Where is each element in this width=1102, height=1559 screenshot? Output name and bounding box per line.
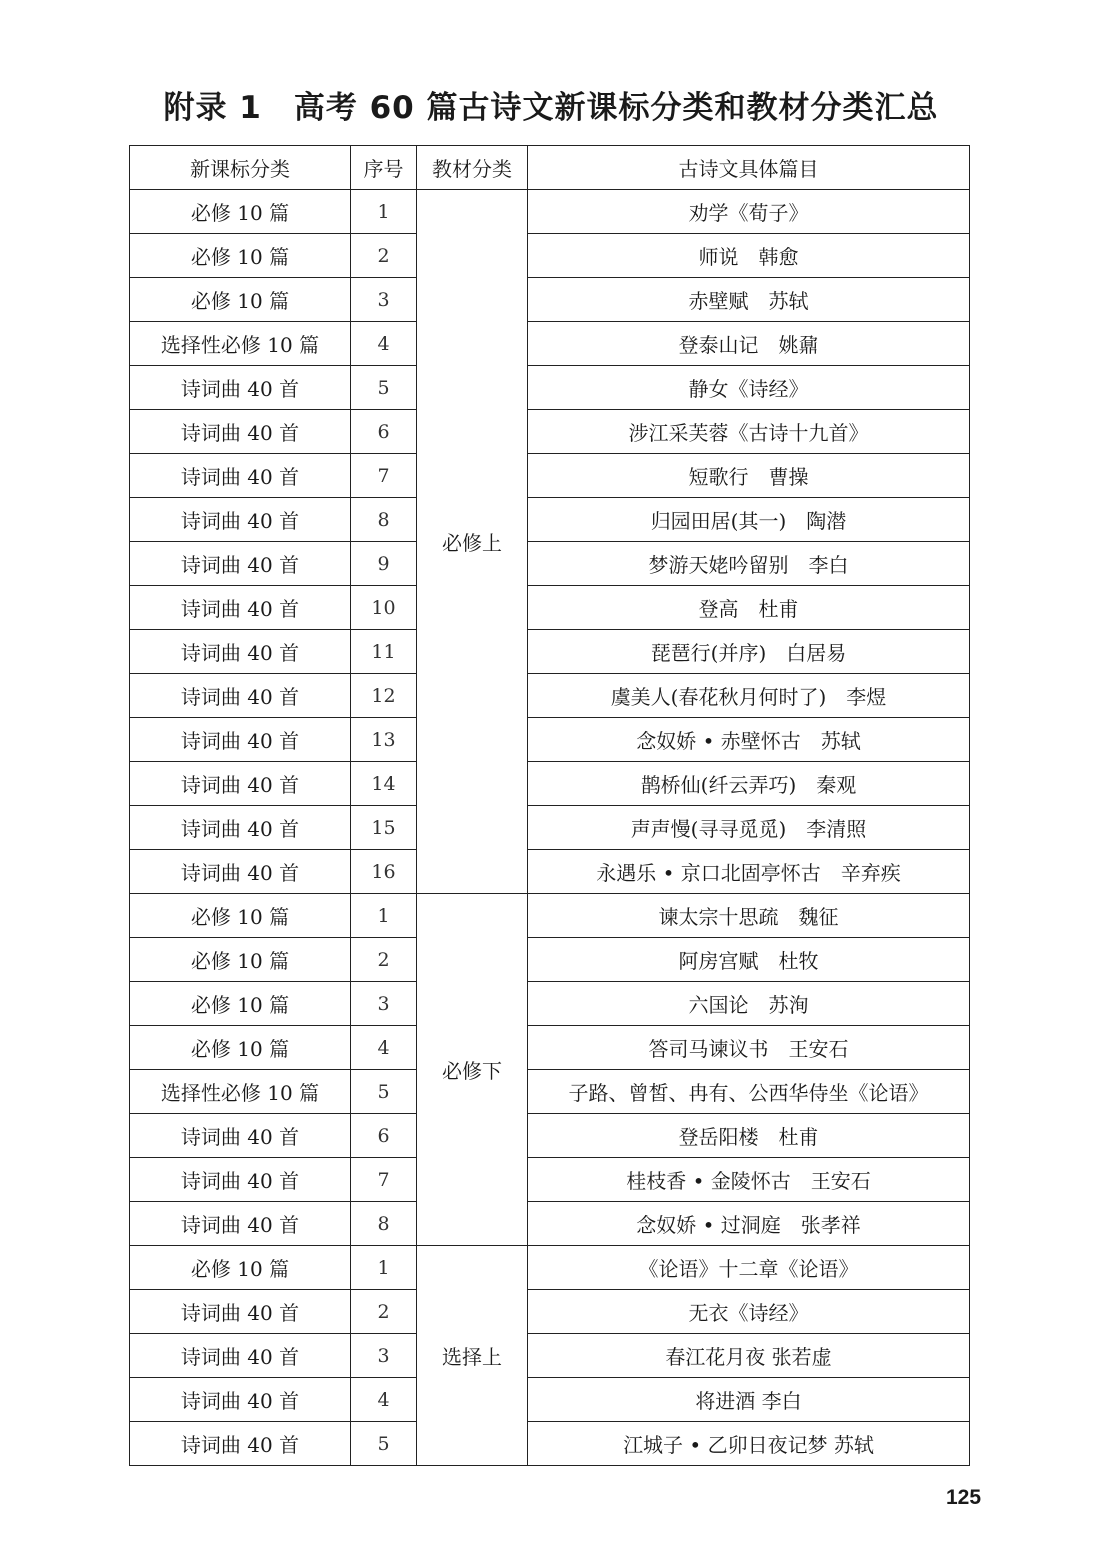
poem-title-cell: 登泰山记 姚鼐 <box>528 322 970 366</box>
table-row <box>130 322 970 366</box>
curriculum-category-cell: 选择性必修 10 篇 <box>130 1070 351 1114</box>
poem-title-cell: 六国论 苏洵 <box>528 982 970 1026</box>
table-header <box>130 146 970 190</box>
poem-title-cell: 谏太宗十思疏 魏征 <box>528 894 970 938</box>
table-row <box>130 366 970 410</box>
poem-title-cell: 子路、曾皙、冉有、公西华侍坐《论语》 <box>528 1070 970 1114</box>
table-row <box>130 1114 970 1158</box>
curriculum-category-cell: 必修 10 篇 <box>130 190 351 234</box>
curriculum-category-cell: 诗词曲 40 首 <box>130 1114 351 1158</box>
sequence-number-cell: 4 <box>351 1378 417 1422</box>
sequence-number-cell: 4 <box>351 322 417 366</box>
curriculum-category-cell: 诗词曲 40 首 <box>130 454 351 498</box>
sequence-number-cell: 14 <box>351 762 417 806</box>
poem-title-cell: 虞美人(春花秋月何时了) 李煜 <box>528 674 970 718</box>
sequence-number-cell: 3 <box>351 278 417 322</box>
curriculum-category-cell: 诗词曲 40 首 <box>130 1378 351 1422</box>
curriculum-category-cell: 必修 10 篇 <box>130 982 351 1026</box>
sequence-number-cell: 13 <box>351 718 417 762</box>
curriculum-category-cell: 诗词曲 40 首 <box>130 542 351 586</box>
sequence-number-cell: 2 <box>351 234 417 278</box>
sequence-number-cell: 16 <box>351 850 417 894</box>
classification-table <box>129 145 970 1466</box>
header-row <box>130 146 970 190</box>
poem-title-cell: 登高 杜甫 <box>528 586 970 630</box>
sequence-number-cell: 3 <box>351 982 417 1026</box>
poem-title-cell: 声声慢(寻寻觅觅) 李清照 <box>528 806 970 850</box>
poem-title-cell: 永遇乐 • 京口北固亭怀古 辛弃疾 <box>528 850 970 894</box>
curriculum-category-cell: 诗词曲 40 首 <box>130 586 351 630</box>
sequence-number-cell: 10 <box>351 586 417 630</box>
poem-title-cell: 答司马谏议书 王安石 <box>528 1026 970 1070</box>
textbook-category-cell: 必修上 <box>417 190 528 894</box>
poem-title-cell: 归园田居(其一) 陶潜 <box>528 498 970 542</box>
poem-title-cell: 静女《诗经》 <box>528 366 970 410</box>
curriculum-category-cell: 诗词曲 40 首 <box>130 1202 351 1246</box>
curriculum-category-cell: 诗词曲 40 首 <box>130 1334 351 1378</box>
table-row <box>130 938 970 982</box>
table-row <box>130 586 970 630</box>
sequence-number-cell: 4 <box>351 1026 417 1070</box>
poem-title-cell: 无衣《诗经》 <box>528 1290 970 1334</box>
sequence-number-cell: 15 <box>351 806 417 850</box>
table-row <box>130 542 970 586</box>
table-row <box>130 190 970 234</box>
table-row <box>130 1334 970 1378</box>
table-row <box>130 1070 970 1114</box>
poem-title-cell: 琵琶行(并序) 白居易 <box>528 630 970 674</box>
header-textbook-category: 教材分类 <box>417 146 528 190</box>
table-row <box>130 1246 970 1290</box>
table-row <box>130 982 970 1026</box>
curriculum-category-cell: 诗词曲 40 首 <box>130 410 351 454</box>
table-row <box>130 1202 970 1246</box>
curriculum-category-cell: 诗词曲 40 首 <box>130 718 351 762</box>
curriculum-category-cell: 必修 10 篇 <box>130 938 351 982</box>
sequence-number-cell: 6 <box>351 1114 417 1158</box>
poem-title-cell: 春江花月夜 张若虚 <box>528 1334 970 1378</box>
poem-title-cell: 梦游天姥吟留别 李白 <box>528 542 970 586</box>
table-row <box>130 1422 970 1466</box>
curriculum-category-cell: 诗词曲 40 首 <box>130 366 351 410</box>
table-row <box>130 762 970 806</box>
curriculum-category-cell: 诗词曲 40 首 <box>130 806 351 850</box>
sequence-number-cell: 11 <box>351 630 417 674</box>
table-row <box>130 674 970 718</box>
table-row <box>130 234 970 278</box>
table-row <box>130 1158 970 1202</box>
poem-title-cell: 《论语》十二章《论语》 <box>528 1246 970 1290</box>
poem-title-cell: 师说 韩愈 <box>528 234 970 278</box>
sequence-number-cell: 1 <box>351 894 417 938</box>
table-row <box>130 454 970 498</box>
table-row <box>130 894 970 938</box>
poem-title-cell: 涉江采芙蓉《古诗十九首》 <box>528 410 970 454</box>
sequence-number-cell: 8 <box>351 498 417 542</box>
curriculum-category-cell: 必修 10 篇 <box>130 894 351 938</box>
sequence-number-cell: 5 <box>351 1070 417 1114</box>
poem-title-cell: 桂枝香 • 金陵怀古 王安石 <box>528 1158 970 1202</box>
curriculum-category-cell: 必修 10 篇 <box>130 278 351 322</box>
header-sequence-number: 序号 <box>351 146 417 190</box>
table-row <box>130 1378 970 1422</box>
curriculum-category-cell: 诗词曲 40 首 <box>130 1290 351 1334</box>
table-row <box>130 410 970 454</box>
curriculum-category-cell: 诗词曲 40 首 <box>130 1158 351 1202</box>
sequence-number-cell: 8 <box>351 1202 417 1246</box>
page-number: 125 <box>946 1486 982 1509</box>
poem-title-cell: 江城子 • 乙卯日夜记梦 苏轼 <box>528 1422 970 1466</box>
sequence-number-cell: 3 <box>351 1334 417 1378</box>
curriculum-category-cell: 必修 10 篇 <box>130 234 351 278</box>
curriculum-category-cell: 诗词曲 40 首 <box>130 1422 351 1466</box>
header-poem-title: 古诗文具体篇目 <box>528 146 970 190</box>
sequence-number-cell: 2 <box>351 1290 417 1334</box>
curriculum-category-cell: 必修 10 篇 <box>130 1026 351 1070</box>
sequence-number-cell: 9 <box>351 542 417 586</box>
sequence-number-cell: 12 <box>351 674 417 718</box>
table-row <box>130 1290 970 1334</box>
poem-title-cell: 劝学《荀子》 <box>528 190 970 234</box>
curriculum-category-cell: 诗词曲 40 首 <box>130 850 351 894</box>
curriculum-category-cell: 诗词曲 40 首 <box>130 674 351 718</box>
sequence-number-cell: 1 <box>351 1246 417 1290</box>
table-row <box>130 278 970 322</box>
table-body <box>130 190 970 1466</box>
curriculum-category-cell: 选择性必修 10 篇 <box>130 322 351 366</box>
curriculum-category-cell: 诗词曲 40 首 <box>130 630 351 674</box>
sequence-number-cell: 5 <box>351 1422 417 1466</box>
sequence-number-cell: 7 <box>351 454 417 498</box>
sequence-number-cell: 1 <box>351 190 417 234</box>
sequence-number-cell: 5 <box>351 366 417 410</box>
sequence-number-cell: 7 <box>351 1158 417 1202</box>
sequence-number-cell: 6 <box>351 410 417 454</box>
poem-title-cell: 登岳阳楼 杜甫 <box>528 1114 970 1158</box>
curriculum-category-cell: 诗词曲 40 首 <box>130 498 351 542</box>
page-title: 附录 1 高考 60 篇古诗文新课标分类和教材分类汇总 <box>163 90 939 126</box>
table-row <box>130 498 970 542</box>
poem-title-cell: 短歌行 曹操 <box>528 454 970 498</box>
table-row <box>130 806 970 850</box>
table-row <box>130 1026 970 1070</box>
textbook-category-cell: 必修下 <box>417 894 528 1246</box>
header-curriculum-category: 新课标分类 <box>130 146 351 190</box>
poem-title-cell: 赤壁赋 苏轼 <box>528 278 970 322</box>
curriculum-category-cell: 诗词曲 40 首 <box>130 762 351 806</box>
poem-title-cell: 念奴娇 • 赤壁怀古 苏轼 <box>528 718 970 762</box>
curriculum-category-cell: 必修 10 篇 <box>130 1246 351 1290</box>
poem-title-cell: 念奴娇 • 过洞庭 张孝祥 <box>528 1202 970 1246</box>
sequence-number-cell: 2 <box>351 938 417 982</box>
poem-title-cell: 阿房宫赋 杜牧 <box>528 938 970 982</box>
table-row <box>130 718 970 762</box>
table-row <box>130 850 970 894</box>
poem-title-cell: 鹊桥仙(纤云弄巧) 秦观 <box>528 762 970 806</box>
poem-title-cell: 将进酒 李白 <box>528 1378 970 1422</box>
textbook-category-cell: 选择上 <box>417 1246 528 1466</box>
table-row <box>130 630 970 674</box>
